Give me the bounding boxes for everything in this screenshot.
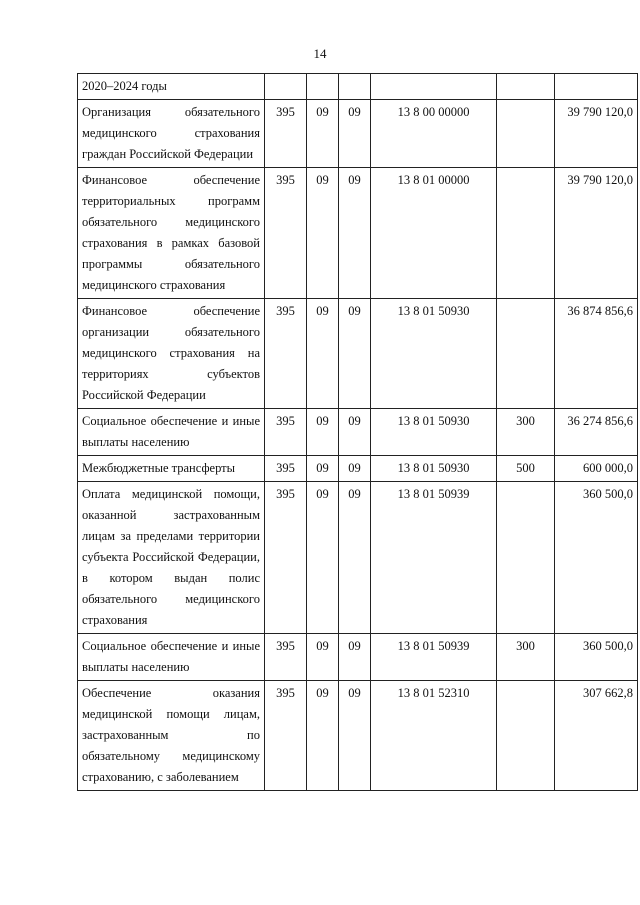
ministry-code: 395 [265,168,307,299]
section-code: 09 [307,409,339,456]
target-code: 13 8 01 50930 [371,299,497,409]
expense-type-code: 300 [497,634,555,681]
ministry-code [265,74,307,100]
row-name: Обеспечение оказания медицинской помощи лицам, застрахованным по обязательному медицинскому страхованию, с заболеванием [78,681,265,791]
expense-type-code [497,299,555,409]
expense-type-code [497,74,555,100]
ministry-code: 395 [265,299,307,409]
row-name: Финансовое обеспечение территориальных программ обязательного медицинского страхования в рамках базовой программы обязательного медицинского страхования [78,168,265,299]
row-name: Социальное обеспечение и иные выплаты населению [78,634,265,681]
target-code: 13 8 01 50939 [371,634,497,681]
ministry-code: 395 [265,681,307,791]
target-code: 13 8 01 00000 [371,168,497,299]
row-name: 2020–2024 годы [78,74,265,100]
expense-type-code [497,482,555,634]
subsection-code: 09 [339,100,371,168]
ministry-code: 395 [265,482,307,634]
table-row [78,168,638,299]
section-code: 09 [307,456,339,482]
ministry-code: 395 [265,456,307,482]
subsection-code [339,74,371,100]
table-row [78,74,638,100]
target-code: 13 8 01 50930 [371,409,497,456]
section-code: 09 [307,634,339,681]
section-code [307,74,339,100]
amount: 600 000,0 [555,456,638,482]
ministry-code: 395 [265,634,307,681]
subsection-code: 09 [339,168,371,299]
target-code: 13 8 01 50939 [371,482,497,634]
ministry-code: 395 [265,409,307,456]
subsection-code: 09 [339,482,371,634]
expense-type-code: 300 [497,409,555,456]
budget-table [77,73,638,791]
subsection-code: 09 [339,681,371,791]
section-code: 09 [307,482,339,634]
amount: 39 790 120,0 [555,100,638,168]
section-code: 09 [307,681,339,791]
amount: 360 500,0 [555,634,638,681]
table-row [78,634,638,681]
table-row [78,409,638,456]
row-name: Организация обязательного медицинского страхования граждан Российской Федерации [78,100,265,168]
amount: 39 790 120,0 [555,168,638,299]
page-number: 14 [313,46,327,61]
table-row [78,299,638,409]
table-row [78,681,638,791]
table-row [78,456,638,482]
amount: 36 274 856,6 [555,409,638,456]
amount: 307 662,8 [555,681,638,791]
subsection-code: 09 [339,299,371,409]
amount: 36 874 856,6 [555,299,638,409]
target-code [371,74,497,100]
row-name: Межбюджетные трансферты [78,456,265,482]
table-row [78,482,638,634]
amount: 360 500,0 [555,482,638,634]
row-name: Социальное обеспечение и иные выплаты населению [78,409,265,456]
expense-type-code [497,100,555,168]
expense-type-code [497,168,555,299]
table-row [78,100,638,168]
target-code: 13 8 01 50930 [371,456,497,482]
subsection-code: 09 [339,456,371,482]
section-code: 09 [307,299,339,409]
target-code: 13 8 01 52310 [371,681,497,791]
section-code: 09 [307,100,339,168]
subsection-code: 09 [339,409,371,456]
ministry-code: 395 [265,100,307,168]
section-code: 09 [307,168,339,299]
row-name: Финансовое обеспечение организации обязательного медицинского страхования на территориях субъектов Российской Федерации [78,299,265,409]
row-name: Оплата медицинской помощи, оказанной застрахованным лицам за пределами территории субъекта Российской Федерации, в котором выдан полис обязательного медицинского страхования [78,482,265,634]
expense-type-code [497,681,555,791]
amount [555,74,638,100]
expense-type-code: 500 [497,456,555,482]
target-code: 13 8 00 00000 [371,100,497,168]
subsection-code: 09 [339,634,371,681]
